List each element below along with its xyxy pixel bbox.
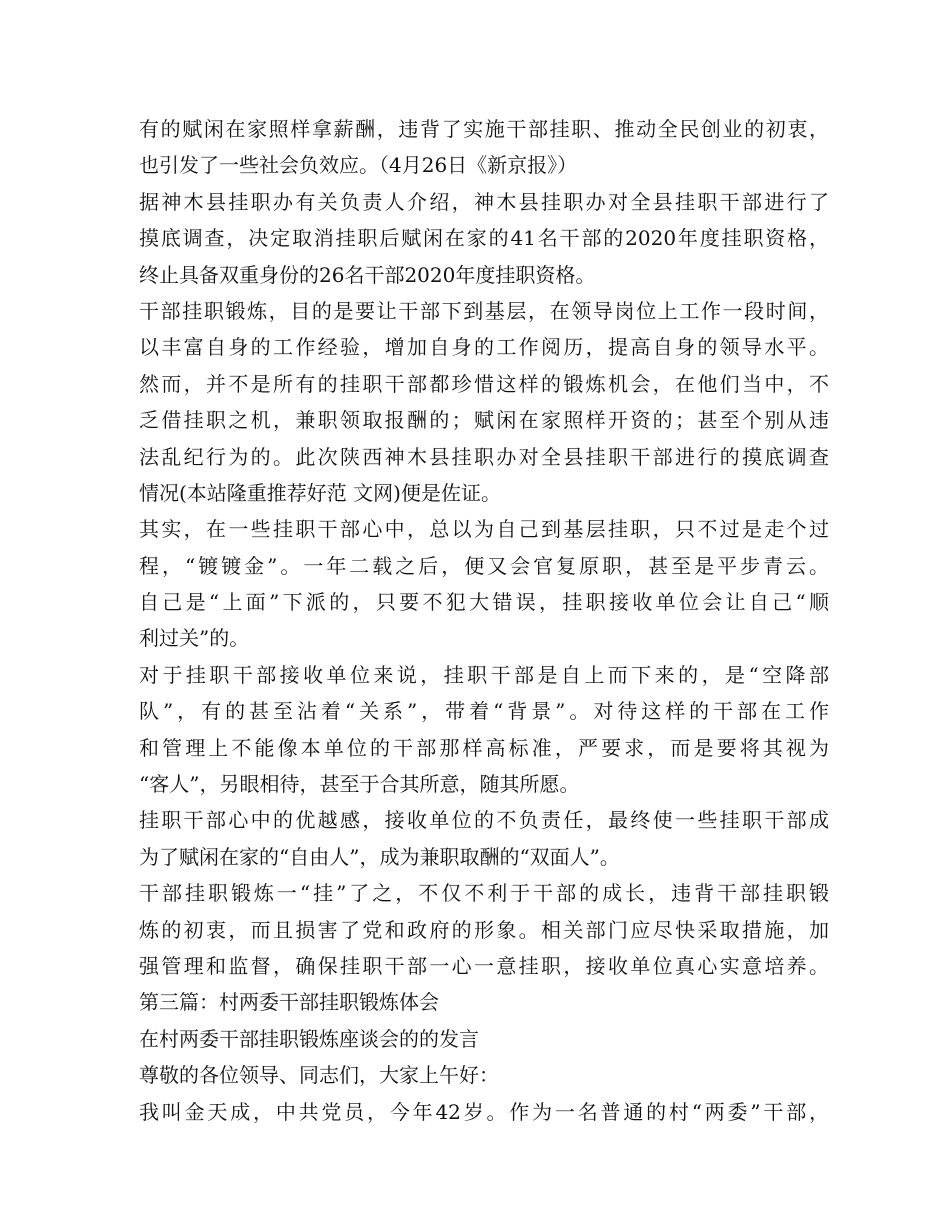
text-line: 利过关”的。: [139, 626, 250, 651]
text-line: 法乱纪行为的。此次陕西神木县挂职办对全县挂职干部进行的摸底调查: [139, 444, 829, 469]
text-line: 和管理上不能像本单位的干部那样高标准，严要求，而是要将其视为: [139, 735, 829, 760]
text-line: 终止具备双重身份的26名干部2020年度挂职资格。: [139, 262, 596, 287]
text-line: 自己是“上面”下派的，只要不犯大错误，挂职接收单位会让自己“顺: [139, 590, 829, 615]
text-line: 为了赋闲在家的“自由人”，成为兼职取酬的“双面人”。: [139, 844, 620, 869]
text-line: 也引发了一些社会负效应。（4月26日《新京报》）: [139, 153, 578, 178]
text-line: 挂职干部心中的优越感，接收单位的不负责任，最终使一些挂职干部成: [139, 808, 829, 833]
text-line: 尊敬的各位领导、同志们，大家上午好：: [139, 1063, 499, 1088]
text-line: 情况(本站隆重推荐好范 文网)便是佐证。: [139, 480, 501, 505]
text-line: 在村两委干部挂职锻炼座谈会的的发言: [139, 1026, 479, 1051]
text-line: 炼的初衷，而且损害了党和政府的形象。相关部门应尽快采取措施，加: [139, 917, 829, 942]
text-line: 干部挂职锻炼一“挂”了之，不仅不利于干部的成长，违背干部挂职锻: [139, 881, 829, 906]
text-line: 乏借挂职之机，兼职领取报酬的；赋闲在家照样开资的；甚至个别从违: [139, 408, 829, 433]
text-line: “客人”，另眼相待，甚至于合其所意，随其所愿。: [139, 772, 580, 797]
text-line: 据神木县挂职办有关负责人介绍，神木县挂职办对全县挂职干部进行了: [139, 189, 829, 214]
text-line: 其实，在一些挂职干部心中，总以为自己到基层挂职，只不过是走个过: [139, 517, 829, 542]
text-line: 对于挂职干部接收单位来说，挂职干部是自上而下来的，是“空降部: [139, 662, 829, 687]
text-line: 强管理和监督，确保挂职干部一心一意挂职，接收单位真心实意培养。: [139, 953, 829, 978]
text-line: 程，“镀镀金”。一年二载之后，便又会官复原职，甚至是平步青云。: [139, 553, 829, 578]
text-line: 我叫金天成，中共党员，今年42岁。作为一名普通的村“两委”干部，: [139, 1099, 829, 1124]
text-line: 干部挂职锻炼，目的是要让干部下到基层，在领导岗位上工作一段时间，: [139, 298, 829, 323]
text-line: 有的赋闲在家照样拿薪酬，违背了实施干部挂职、推动全民创业的初衷，: [139, 117, 829, 141]
text-line: 摸底调查，决定取消挂职后赋闲在家的41名干部的2020年度挂职资格，: [139, 226, 829, 251]
text-line: 然而，并不是所有的挂职干部都珍惜这样的锻炼机会，在他们当中，不: [139, 371, 829, 396]
text-line: 队”，有的甚至沾着“关系”，带着“背景”。对待这样的干部在工作: [139, 699, 829, 724]
document-body: [139, 111, 829, 1130]
text-line: 第三篇：村两委干部挂职锻炼体会: [139, 990, 439, 1015]
text-line: 以丰富自身的工作经验，增加自身的工作阅历，提高自身的领导水平。: [139, 335, 829, 360]
